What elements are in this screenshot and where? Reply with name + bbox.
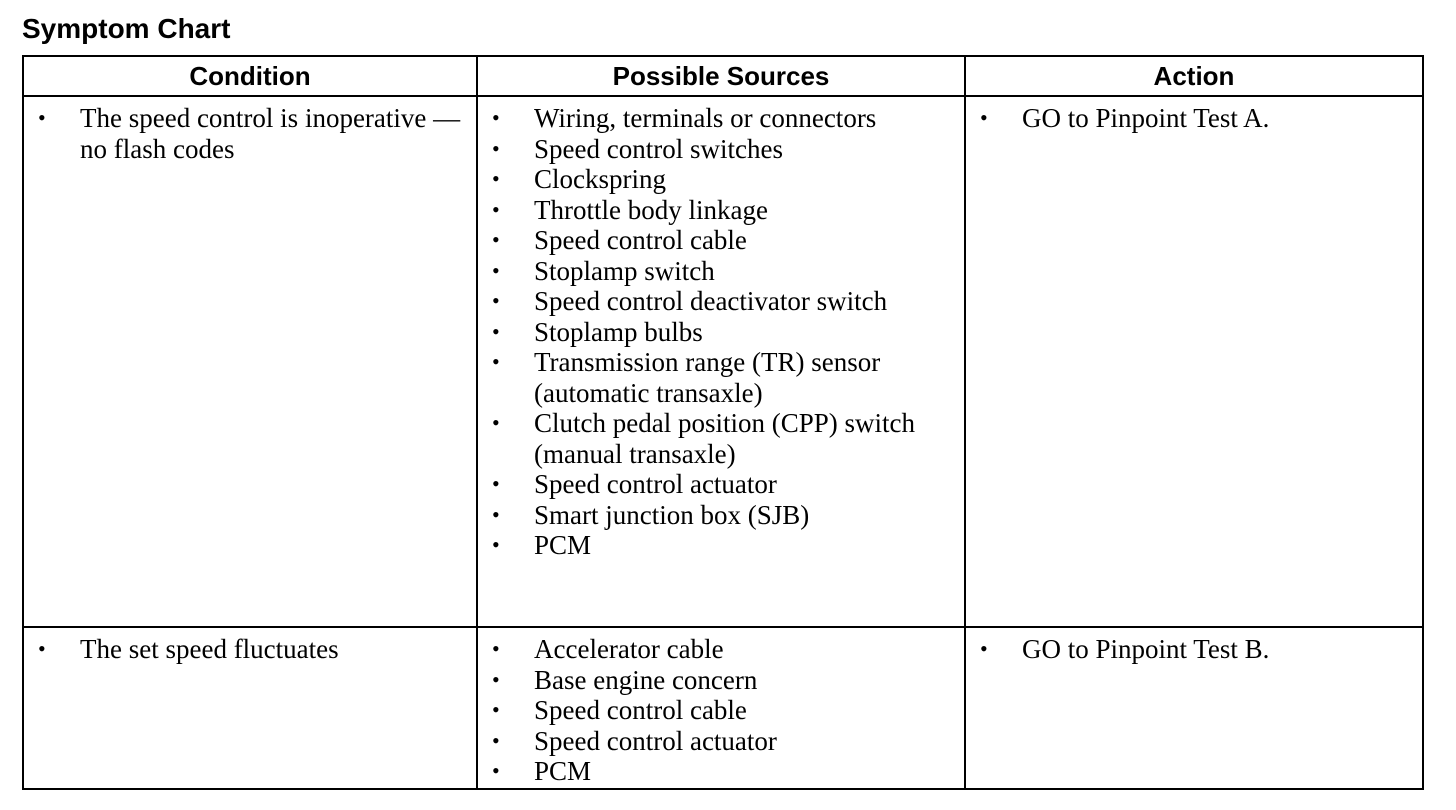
list-item [478,408,964,469]
list-item [24,634,476,665]
bullet-icon: • [492,349,500,374]
condition-text: The speed control is inoperative — no flash codes [80,103,461,164]
bullet-icon: • [492,257,500,283]
header-action: Action [965,56,1423,96]
source-text: Speed control deactivator switch [534,286,888,316]
source-text: Stoplamp switch [534,255,715,286]
list-item [478,469,964,500]
source-text: Speed control actuator [534,725,777,756]
list-item [478,134,964,165]
bullet-icon: • [492,196,500,222]
list-item [966,103,1422,134]
sources-cell [477,96,965,627]
bullet-icon: • [492,727,500,753]
condition-cell [23,96,477,627]
condition-text: The set speed fluctuates [80,634,339,664]
sources-cell [477,627,965,789]
list-item [478,195,964,226]
list-item [478,103,964,134]
list-item [478,665,964,696]
table-row [23,627,1423,789]
bullet-icon: • [492,636,500,661]
list-item [478,530,964,561]
list-item [478,500,964,531]
action-cell [965,96,1423,627]
header-condition: Condition [23,56,477,96]
bullet-icon: • [38,105,46,130]
bullet-icon: • [492,501,500,527]
table-row [23,96,1423,627]
bullet-icon: • [980,636,988,661]
bullet-icon: • [492,471,500,496]
source-text: PCM [534,756,592,786]
symptom-chart-table [22,55,1424,790]
source-text: Speed control switches [534,133,783,164]
bullet-icon: • [492,166,500,191]
source-text: Speed control cable [534,695,747,725]
bullet-icon: • [492,410,500,435]
source-text: Stoplamp bulbs [534,316,703,347]
source-text: Smart junction box (SJB) [534,499,810,530]
source-text: Speed control cable [534,225,747,255]
source-text: Transmission range (TR) sensor (automatic transaxle) [534,347,881,408]
bullet-icon: • [492,532,500,557]
source-text: Wiring, terminals or connectors [534,103,877,133]
header-possible-sources: Possible Sources [477,56,965,96]
list-item [478,256,964,287]
source-text: Speed control actuator [534,469,777,499]
bullet-icon: • [492,288,500,313]
list-item [478,756,964,787]
page-title: Symptom Chart [22,13,231,44]
source-text: Throttle body linkage [534,194,768,225]
list-item [478,634,964,665]
bullet-icon: • [492,666,500,692]
bullet-icon: • [492,227,500,252]
source-text: Accelerator cable [534,634,724,664]
source-text: Clutch pedal position (CPP) switch (manual transaxle) [534,408,915,469]
bullet-icon: • [980,105,988,130]
source-text: PCM [534,530,592,560]
list-item [478,695,964,726]
list-item [478,347,964,408]
bullet-icon: • [492,105,500,130]
list-item [966,634,1422,665]
list-item [478,225,964,256]
action-cell [965,627,1423,789]
condition-cell [23,627,477,789]
bullet-icon: • [492,697,500,722]
bullet-icon: • [38,636,46,661]
list-item [24,103,476,164]
bullet-icon: • [492,318,500,344]
list-item [478,317,964,348]
bullet-icon: • [492,135,500,161]
action-text: GO to Pinpoint Test B. [1022,634,1270,664]
source-text: Base engine concern [534,664,758,695]
list-item [478,164,964,195]
list-item [478,286,964,317]
list-item [478,726,964,757]
source-text: Clockspring [534,164,666,194]
action-text: GO to Pinpoint Test A. [1022,103,1270,133]
table-header-row [23,56,1423,96]
bullet-icon: • [492,758,500,783]
